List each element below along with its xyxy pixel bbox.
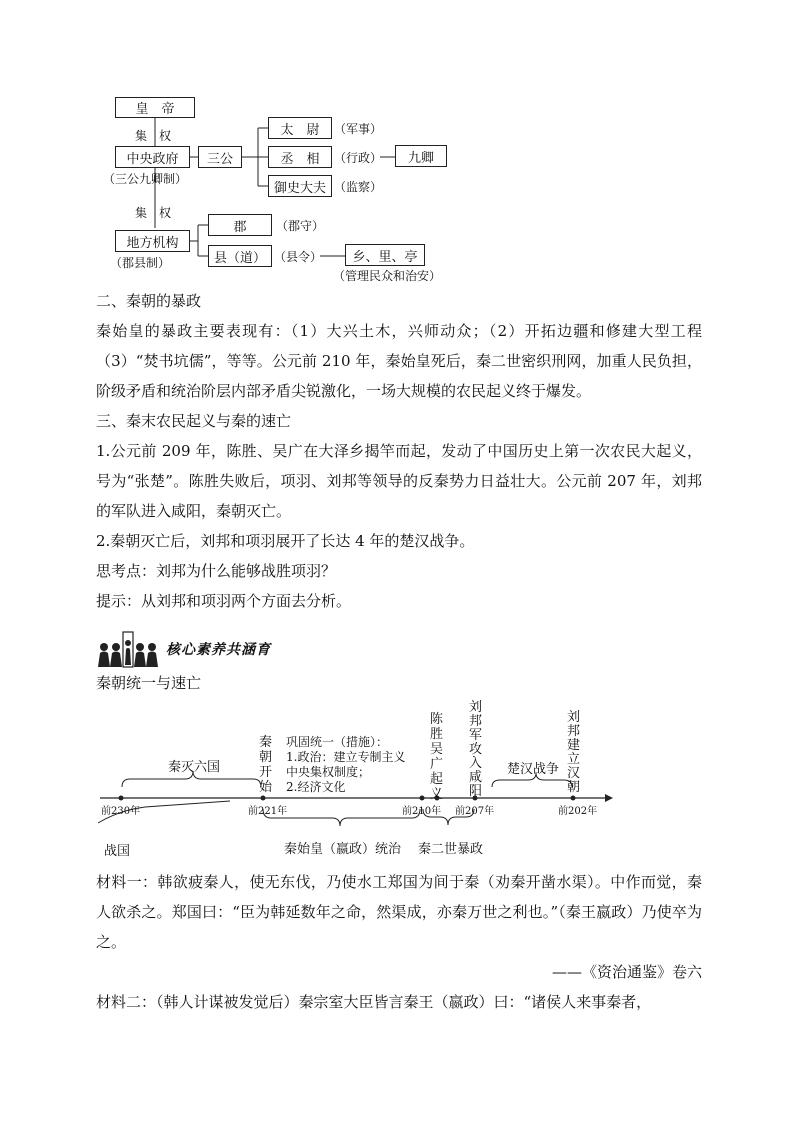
local-government-note: （郡县制） bbox=[110, 256, 171, 270]
tick-label-221: 前221年 bbox=[248, 806, 288, 817]
label-liu-bang-han bbox=[567, 710, 580, 795]
svg-text:起: 起 bbox=[430, 772, 444, 787]
think-point: 思考点：刘邦为什么能够战胜项羽？ bbox=[96, 562, 337, 580]
section-3-item-1: 1.公元前 209 年，陈胜、吴广在大泽乡揭竿而起，发动了中国历史上第一次农民大起义，号为“张楚”。陈胜失败后，项羽、刘邦等领导的反秦势力日益壮大。公元前 207 年，刘邦的军队进入咸阳，秦朝灭亡。 bbox=[96, 442, 702, 520]
svg-text:刘: 刘 bbox=[567, 710, 581, 725]
people-icon bbox=[96, 631, 160, 669]
svg-text:秦: 秦 bbox=[259, 735, 273, 750]
centralize-label-bottom: 集 权 bbox=[135, 206, 172, 220]
tick-label-210: 前210年 bbox=[402, 806, 442, 817]
svg-text:邦: 邦 bbox=[469, 714, 483, 729]
svg-text:朝: 朝 bbox=[567, 780, 581, 795]
central-government-note: （三公九卿制） bbox=[103, 172, 188, 186]
chengxiang-box: 丞 相 bbox=[268, 146, 332, 168]
tick-dot-230 bbox=[119, 796, 124, 801]
tick-dot-202 bbox=[571, 796, 576, 801]
svg-text:广: 广 bbox=[430, 757, 444, 772]
tick-dot-221 bbox=[261, 796, 266, 801]
section-3-item-2: 2.秦朝灭亡后，刘邦和项羽展开了长达 4 年的楚汉战争。 bbox=[96, 532, 475, 550]
svg-text:吴: 吴 bbox=[430, 742, 444, 757]
taiwei-box: 太 尉 bbox=[268, 117, 332, 139]
chengxiang-role: （行政） bbox=[334, 151, 383, 165]
svg-text:开: 开 bbox=[259, 765, 273, 780]
label-consolidation-measures bbox=[286, 734, 405, 794]
tick-dot-210a bbox=[420, 796, 425, 801]
xian-box: 县（道） bbox=[208, 245, 272, 267]
san-gong-box: 三公 bbox=[198, 146, 242, 168]
label-liu-bang-xianyang bbox=[469, 700, 482, 799]
materials bbox=[96, 867, 702, 1017]
label-warring-states: 战国 bbox=[104, 844, 131, 859]
hint: 提示：从刘邦和项羽两个方面去分析。 bbox=[96, 592, 352, 610]
material-2-text: 材料二：（韩人计谋被发觉后）秦宗室大臣皆言秦王（嬴政）曰：“诸侯人来事秦者， bbox=[96, 993, 652, 1011]
svg-text:始: 始 bbox=[259, 780, 273, 795]
yushi-box: 御史大夫 bbox=[268, 175, 332, 197]
svg-text:邦: 邦 bbox=[567, 724, 581, 739]
tick-label-207: 前207年 bbox=[455, 806, 495, 817]
svg-text:巩固统一（措施）：: 巩固统一（措施）： bbox=[286, 735, 389, 749]
emperor-box: 皇 帝 bbox=[115, 97, 195, 118]
taiwei-role: （军事） bbox=[334, 122, 383, 136]
xiang-box: 乡、里、亭 bbox=[345, 244, 425, 266]
label-chen-sheng-uprising bbox=[430, 712, 444, 802]
svg-text:义: 义 bbox=[430, 787, 444, 802]
svg-text:中央集权制度；: 中央集权制度； bbox=[286, 765, 371, 779]
svg-text:1.政治：建立专制主义: 1.政治：建立专制主义 bbox=[286, 750, 406, 764]
section-2 bbox=[96, 286, 702, 616]
label-qin-shihuang-rule: 秦始皇（嬴政）统治 bbox=[284, 842, 402, 857]
section-2-body: 秦始皇的暴政主要表现有：（1）大兴土木，兴师动众；（2）开拓边疆和修建大型工程（3）“焚书坑儒”，等等。公元前 210 年，秦始皇死后，秦二世密织刑网，加重人民负担，阶级矛盾和统治阶层内部矛盾尖锐激化，一场大规模的农民起义终于爆发。 bbox=[96, 322, 702, 400]
label-chu-han-war: 楚汉战争 bbox=[507, 762, 560, 777]
svg-text:陈: 陈 bbox=[430, 712, 444, 727]
jun-role: （郡守） bbox=[276, 219, 325, 233]
timeline-arrow-icon bbox=[605, 794, 613, 802]
timeline-diagram bbox=[0, 695, 794, 865]
section-3-title: 三、秦末农民起义与秦的速亡 bbox=[96, 412, 292, 430]
svg-text:阳: 阳 bbox=[469, 784, 483, 799]
svg-text:刘: 刘 bbox=[469, 700, 483, 715]
label-qin-ershi-tyranny: 秦二世暴政 bbox=[418, 842, 484, 857]
svg-text:建: 建 bbox=[567, 738, 581, 753]
section-2-title: 二、秦朝的暴政 bbox=[96, 292, 202, 310]
label-qin-start bbox=[259, 735, 273, 795]
xiang-note: （管理民众和治安） bbox=[333, 269, 442, 283]
centralize-label-top: 集 权 bbox=[135, 129, 172, 143]
label-qin-conquest: 秦灭六国 bbox=[168, 760, 221, 775]
svg-text:攻: 攻 bbox=[469, 742, 483, 757]
jiuqing-box: 九卿 bbox=[395, 145, 447, 167]
core-literacy-title: 核心素养共涵育 bbox=[166, 642, 271, 658]
svg-text:2.经济文化: 2.经济文化 bbox=[286, 780, 346, 794]
central-government-box: 中央政府 bbox=[115, 146, 190, 168]
svg-text:入: 入 bbox=[469, 756, 483, 771]
svg-text:咸: 咸 bbox=[469, 770, 483, 785]
svg-text:朝: 朝 bbox=[259, 750, 273, 765]
svg-text:立: 立 bbox=[567, 752, 581, 767]
svg-text:军: 军 bbox=[469, 728, 483, 743]
material-1-text: 材料一：韩欲疲秦人，使无东伐，乃使水工郑国为间于秦（劝秦开凿水渠）。中作而觉，秦人欲杀之。郑国曰：“臣为韩延数年之命，然渠成，亦秦万世之利也。”（秦王嬴政）乃使卒为之。 bbox=[96, 873, 702, 951]
xian-role: （县令） bbox=[274, 250, 323, 264]
local-government-box: 地方机构 bbox=[115, 230, 190, 252]
svg-text:胜: 胜 bbox=[430, 727, 444, 742]
timeline-title: 秦朝统一与速亡 bbox=[96, 674, 202, 692]
tick-label-202: 前202年 bbox=[558, 806, 598, 817]
material-1-source: ——《资治通鉴》卷六 bbox=[551, 963, 702, 981]
jun-box: 郡 bbox=[208, 214, 272, 236]
tick-label-230: 前230年 bbox=[101, 806, 141, 817]
yushi-role: （监察） bbox=[334, 180, 383, 194]
svg-text:汉: 汉 bbox=[567, 766, 581, 781]
